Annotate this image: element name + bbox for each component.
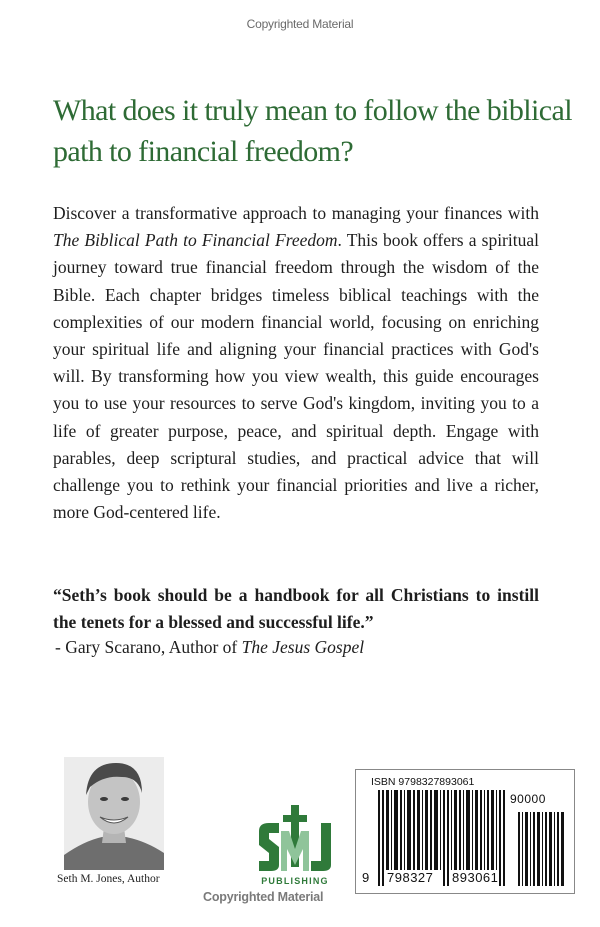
barcode-left-digits: 798327 [387, 870, 434, 885]
book-title-italic: The Biblical Path to Financial Freedom [53, 230, 338, 251]
barcode-addon-digits: 90000 [510, 792, 546, 806]
publisher-subtitle: PUBLISHING [261, 876, 329, 886]
barcode-right-digits: 893061 [452, 870, 499, 885]
smj-publishing-logo-icon [255, 805, 335, 887]
copyright-watermark-top: Copyrighted Material [246, 17, 354, 31]
endorsement-attribution [55, 634, 364, 660]
publisher-logo [255, 805, 335, 887]
author-caption: Seth M. Jones, Author [57, 873, 160, 885]
attribution-name: - Gary Scarano, Author of [55, 637, 242, 657]
description-part-1: Discover a transformative approach to managing your finances with [53, 203, 539, 223]
barcode-lead-digit: 9 [362, 870, 370, 885]
endorsement-quote: “Seth’s book should be a handbook for all Christians to instill the tenets for a blessed and successful life.” [53, 585, 539, 632]
author-photo [64, 757, 164, 870]
book-description [53, 200, 539, 526]
author-portrait-icon [64, 757, 164, 870]
isbn-barcode [355, 769, 575, 894]
description-part-2: . This book offers a spiritual journey toward true financial freedom through the wisdom of the Bible. Each chapter bridges timeless biblical teachings with the complexities of our modern financial world, focusing on enriching your spiritual life and aligning your financial practices with God's will. By transforming how you view wealth, this guide encourages you to use your resources to serve God's kingdom, inviting you to a life of greater purpose, peace, and spiritual depth. Engage with parables, deep scriptural studies, and practical advice that will challenge you to rethink your financial priorities and live a richer, more God-centered life. [53, 230, 539, 523]
back-cover-heading: What does it truly mean to follow the biblical path to financial freedom? [53, 94, 572, 168]
copyright-watermark-bottom: Copyrighted Material [203, 890, 324, 904]
isbn-label: ISBN 9798327893061 [371, 776, 475, 788]
attribution-book-title: The Jesus Gospel [241, 637, 365, 657]
